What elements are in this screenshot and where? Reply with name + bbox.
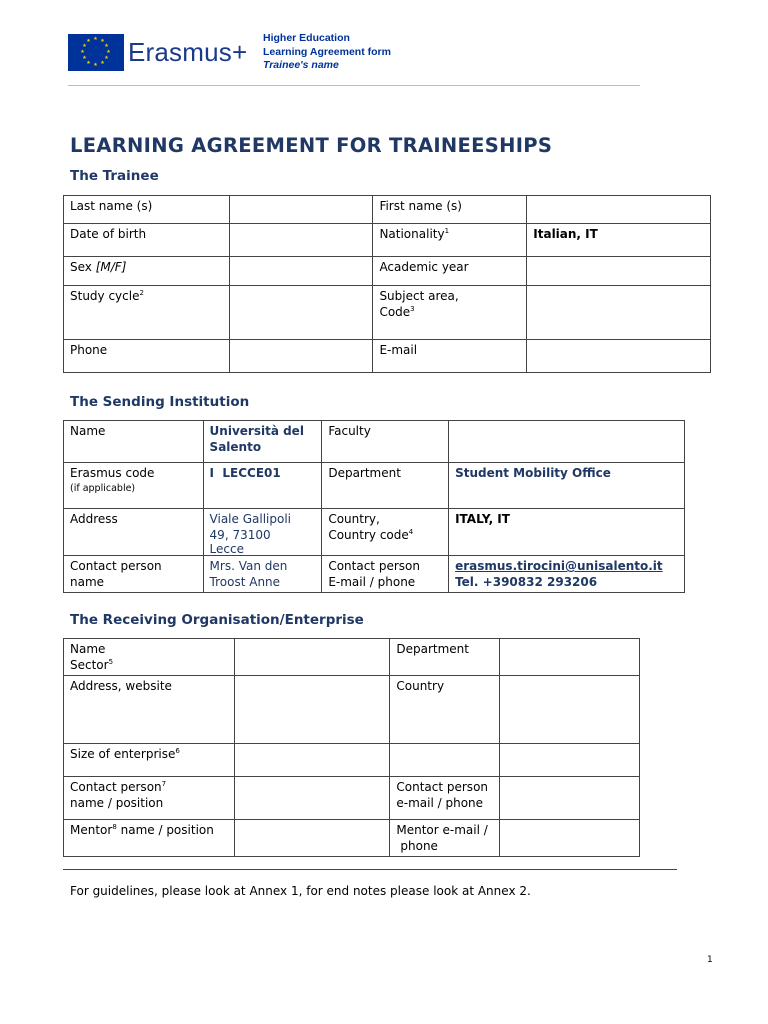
receiving-table xyxy=(63,638,640,857)
label-contact-person: Contact person name xyxy=(64,556,204,593)
label-address: Address xyxy=(64,509,204,556)
field-receiving-contact-email[interactable] xyxy=(500,777,640,820)
label-department: Department xyxy=(322,463,449,509)
guidelines-note: For guidelines, please look at Annex 1, for end notes please look at Annex 2. xyxy=(70,884,531,898)
label-academic-year: Academic year xyxy=(373,257,527,286)
label-phone: Phone xyxy=(64,340,230,373)
label-receiving-contact-email: Contact person e-mail / phone xyxy=(390,777,500,820)
field-receiving-country[interactable] xyxy=(500,676,640,744)
label-mentor: Mentor$^8$ name / position xyxy=(64,820,235,857)
field-address[interactable]: Viale Gallipoli 49, 73100 Lecce xyxy=(203,509,322,556)
label-first-name: First name (s) xyxy=(373,196,527,224)
label-sex: Sex [M/F] xyxy=(64,257,230,286)
header-line-1: Higher Education xyxy=(263,32,350,44)
header-text xyxy=(263,32,391,73)
empty-cell xyxy=(500,744,640,777)
field-last-name[interactable] xyxy=(229,196,373,224)
field-nationality[interactable]: Italian, IT xyxy=(527,224,711,257)
field-academic-year[interactable] xyxy=(527,257,711,286)
header-line-3: Trainee's name xyxy=(263,59,339,71)
field-department[interactable]: Student Mobility Office xyxy=(449,463,685,509)
header-divider xyxy=(68,85,640,86)
header-line-2: Learning Agreement form xyxy=(263,45,391,58)
field-contact-person[interactable]: Mrs. Van den Troost Anne xyxy=(203,556,322,593)
field-date-of-birth[interactable] xyxy=(229,224,373,257)
email-link[interactable]: erasmus.tirocini@unisalento.it xyxy=(455,559,663,573)
empty-cell xyxy=(390,744,500,777)
field-name-sector[interactable] xyxy=(234,639,390,676)
erasmus-logo xyxy=(68,34,247,71)
field-subject-area[interactable] xyxy=(527,286,711,340)
field-receiving-department[interactable] xyxy=(500,639,640,676)
label-receiving-country: Country xyxy=(390,676,500,744)
field-sending-name[interactable]: Università del Salento xyxy=(203,421,322,463)
field-country[interactable]: ITALY, IT xyxy=(449,509,685,556)
label-last-name: Last name (s) xyxy=(64,196,230,224)
field-erasmus-code[interactable]: I LECCE01 xyxy=(203,463,322,509)
trainee-table xyxy=(63,195,711,373)
label-name-sector: Name Sector$^5$ xyxy=(64,639,235,676)
label-nationality: Nationality$^1$ xyxy=(373,224,527,257)
field-email[interactable] xyxy=(527,340,711,373)
page-title: LEARNING AGREEMENT FOR TRAINEESHIPS xyxy=(70,134,553,157)
label-contact-email-phone: Contact person E-mail / phone xyxy=(322,556,449,593)
field-study-cycle[interactable] xyxy=(229,286,373,340)
page-number: 1 xyxy=(707,955,713,965)
label-date-of-birth: Date of birth xyxy=(64,224,230,257)
field-receiving-contact[interactable] xyxy=(234,777,390,820)
field-mentor-email[interactable] xyxy=(500,820,640,857)
label-erasmus-code: Erasmus code (if applicable) xyxy=(64,463,204,509)
section-trainee-heading: The Trainee xyxy=(70,168,159,184)
section-sending-heading: The Sending Institution xyxy=(70,394,250,410)
field-size-of-enterprise[interactable] xyxy=(234,744,390,777)
section-receiving-heading: The Receiving Organisation/Enterprise xyxy=(70,612,364,628)
label-study-cycle: Study cycle$^2$ xyxy=(64,286,230,340)
field-contact-email-phone[interactable]: erasmus.tirocini@unisalento.it Tel. +390832 293206 xyxy=(449,556,685,593)
field-sex[interactable] xyxy=(229,257,373,286)
sending-table xyxy=(63,420,685,593)
label-address-website: Address, website xyxy=(64,676,235,744)
field-first-name[interactable] xyxy=(527,196,711,224)
label-subject-area: Subject area, Code$^3$ xyxy=(373,286,527,340)
field-address-website[interactable] xyxy=(234,676,390,744)
label-mentor-email: Mentor e-mail / phone xyxy=(390,820,500,857)
footnote-divider xyxy=(63,869,677,870)
eu-flag-icon: ★ ★ ★ ★ ★ ★ ★ ★ ★ ★ ★ ★ xyxy=(68,34,124,71)
label-sending-name: Name xyxy=(64,421,204,463)
label-faculty: Faculty xyxy=(322,421,449,463)
field-faculty[interactable] xyxy=(449,421,685,463)
label-receiving-contact: Contact person$^7$ name / position xyxy=(64,777,235,820)
label-size-of-enterprise: Size of enterprise$^6$ xyxy=(64,744,235,777)
field-phone[interactable] xyxy=(229,340,373,373)
label-country: Country, Country code$^4$ xyxy=(322,509,449,556)
field-mentor[interactable] xyxy=(234,820,390,857)
label-email: E-mail xyxy=(373,340,527,373)
label-receiving-department: Department xyxy=(390,639,500,676)
brand-name: Erasmus+ xyxy=(128,37,248,67)
